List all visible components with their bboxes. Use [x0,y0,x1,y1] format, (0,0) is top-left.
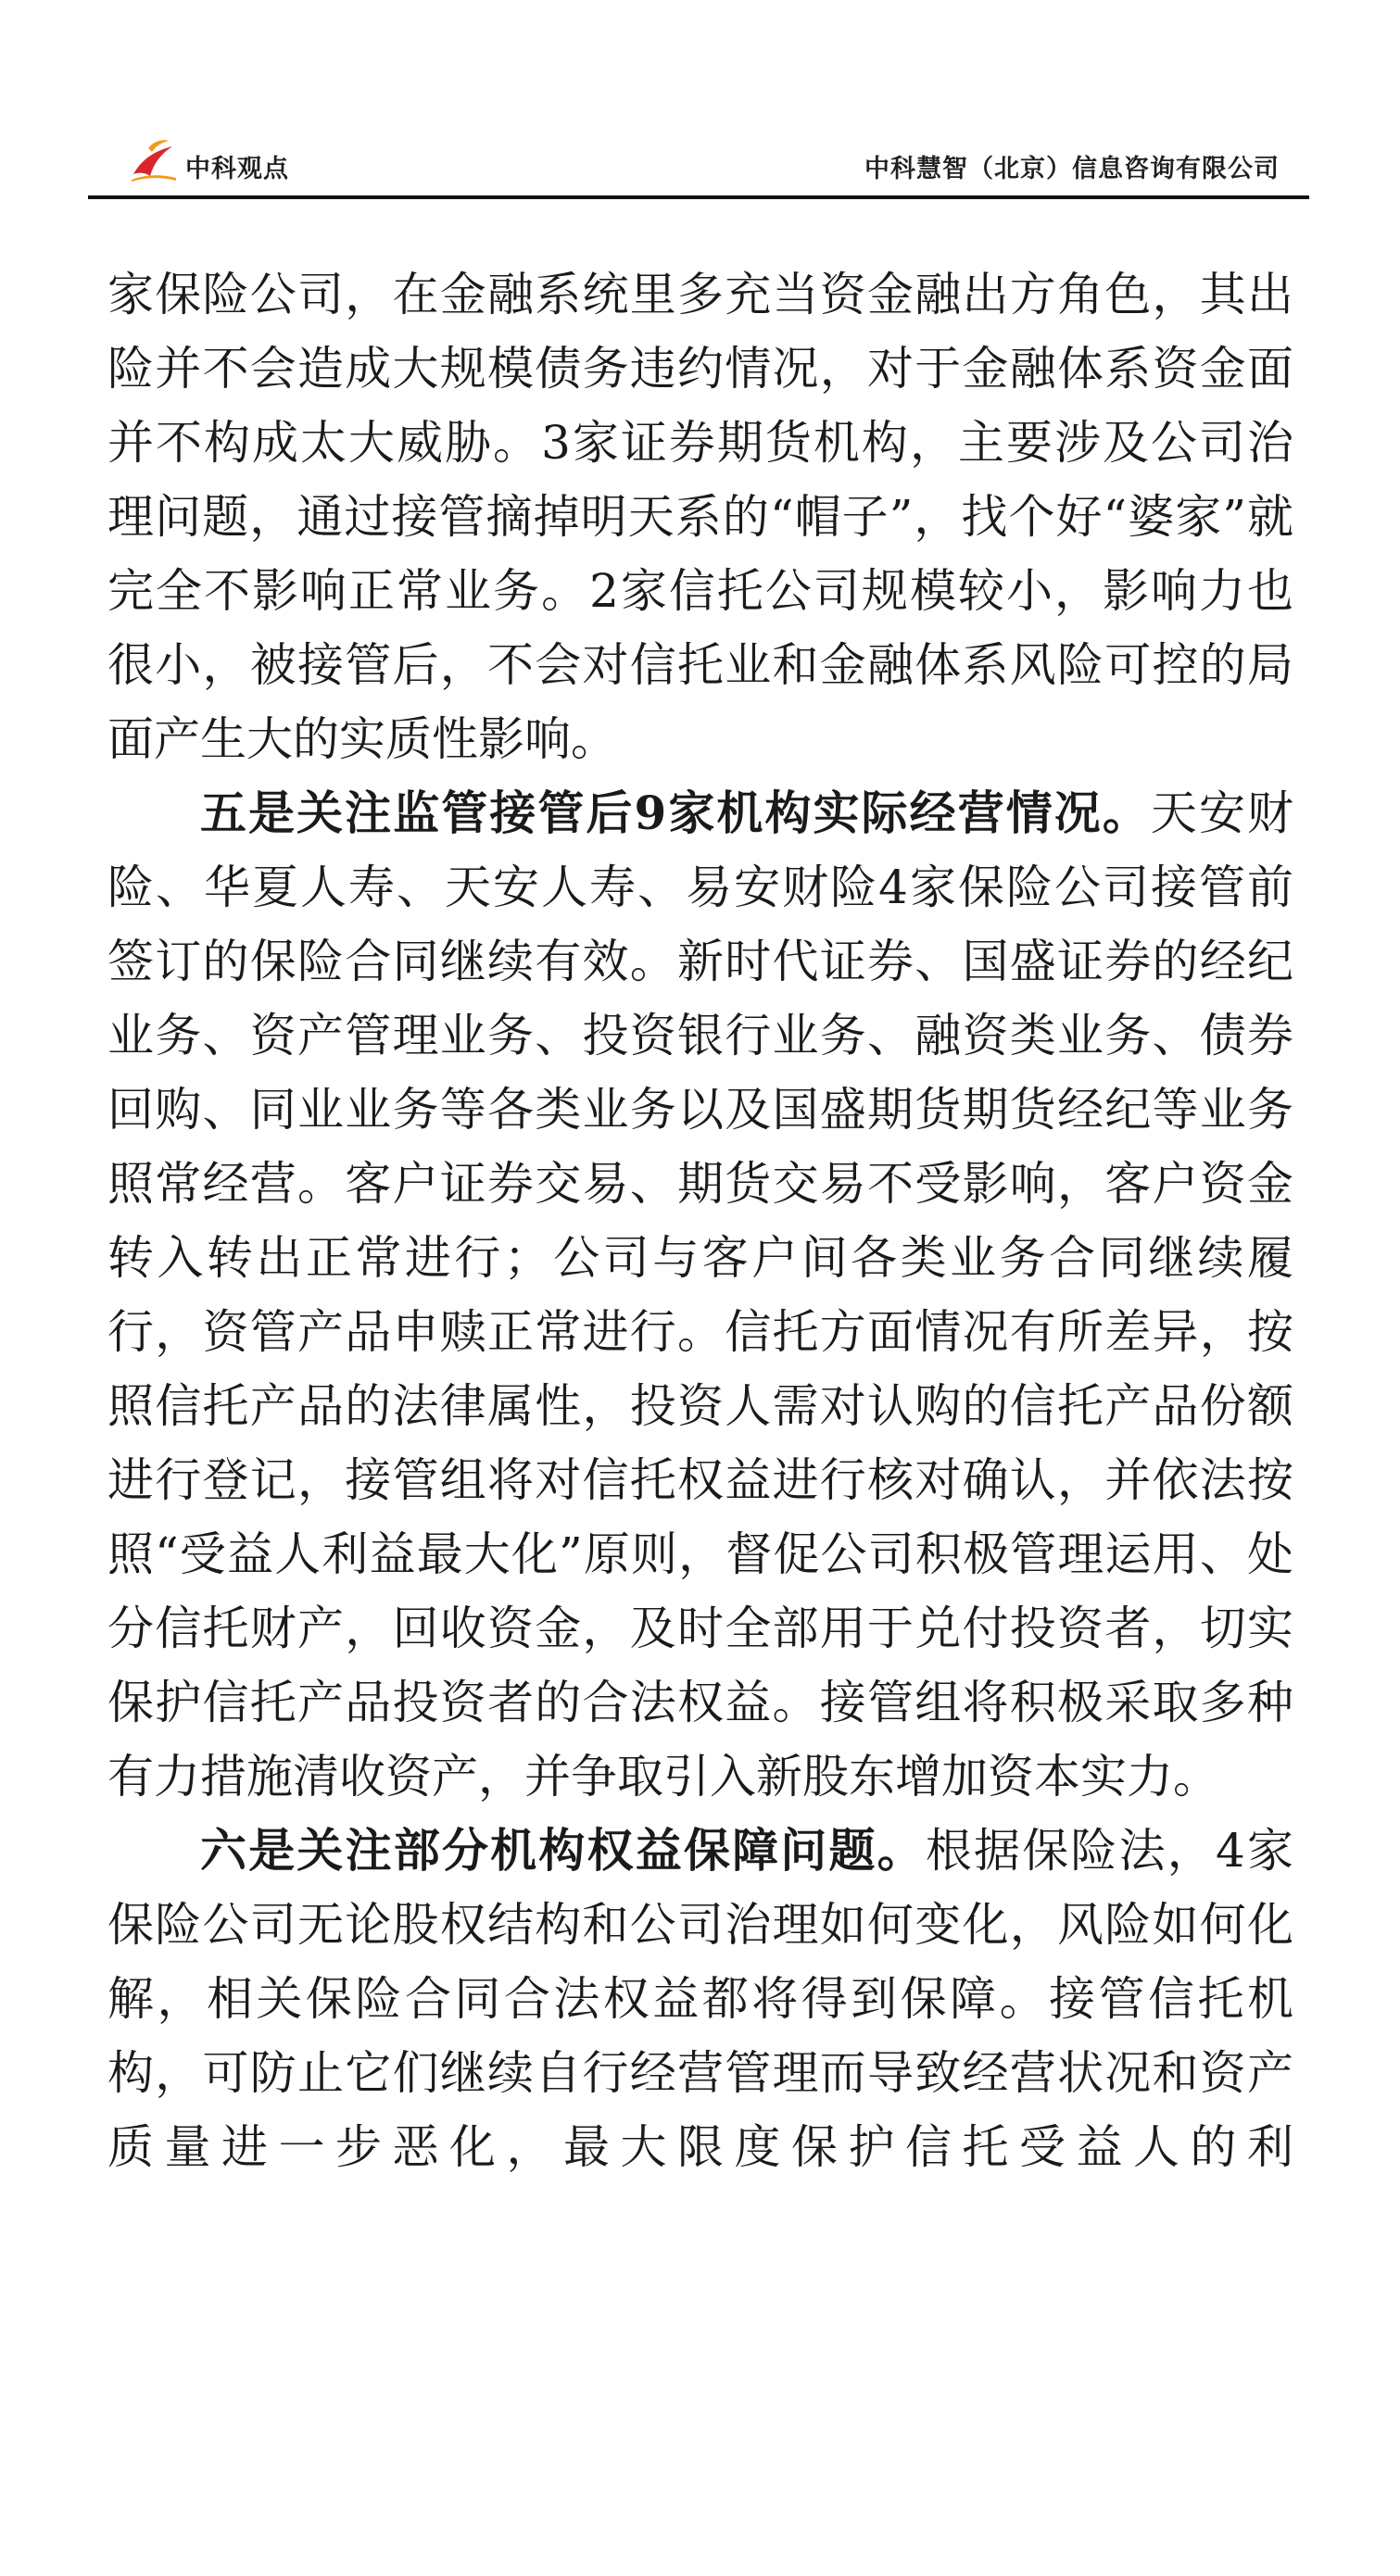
paragraph-lead-five: 五是关注监管接管后9家机构实际经营情况。 [200,785,1151,840]
paragraph-text: 天安财险、华夏人寿、天安人寿、易安财险4家保险公司接管前签订的保险合同继续有效。新时代证券、国盛证券的经纪业务、资产管理业务、投资银行业务、融资类业务、债券回购、同业业务等各类业务以及国盛期货期货经纪等业务照常经营。客户证券交易、期货交易不受影响，客户资金转入转出正常进行；公司与客户间各类业务合同继续履行，资管产品申赎正常进行。信托方面情况有所差异，按照信托产品的法律属性，投资人需对认购的信托产品份额进行登记，接管组将对信托权益进行核对确认，并依法按照“受益人利益最大化”原则，督促公司积极管理运用、处分信托财产，回收资金，及时全部用于兑付投资者，切实保护信托产品投资者的合法权益。接管组将积极采取多种有力措施清收资产，并争取引入新股东增加资本实力。 [107,786,1293,1803]
flame-swoosh-logo-icon [130,137,178,182]
brand-name: 中科观点 [185,155,289,183]
paragraph-continued [107,258,1293,776]
paragraph-text: 家保险公司，在金融系统里多充当资金融出方角色，其出险并不会造成大规模债务违约情况，对于金融体系资金面并不构成太大威胁。3家证券期货机构，主要涉及公司治理问题，通过接管摘掉明天系的“帽子”，找个好“婆家”就完全不影响正常业务。2家信托公司规模较小，影响力也很小，被接管后，不会对信托业和金融体系风险可控的局面产生大的实质性影响。 [107,268,1293,766]
article-body [107,258,1293,2184]
paragraph-item-five [107,776,1293,1814]
company-name: 中科慧智（北京）信息咨询有限公司 [864,155,1280,183]
paragraph-text: 根据保险法，4家保险公司无论股权结构和公司治理如何变化，风险如何化解，相关保险合同合法权益都将得到保障。接管信托机构，可防止它们继续自行经营管理而导致经营状况和资产质量进一步恶化，最大限度保护信托受益人的利 [107,1824,1294,2174]
header-divider [88,195,1309,199]
paragraph-item-six [107,1814,1293,2184]
page-header [0,0,1400,204]
paragraph-lead-six: 六是关注部分机构权益保障问题。 [200,1823,926,1878]
